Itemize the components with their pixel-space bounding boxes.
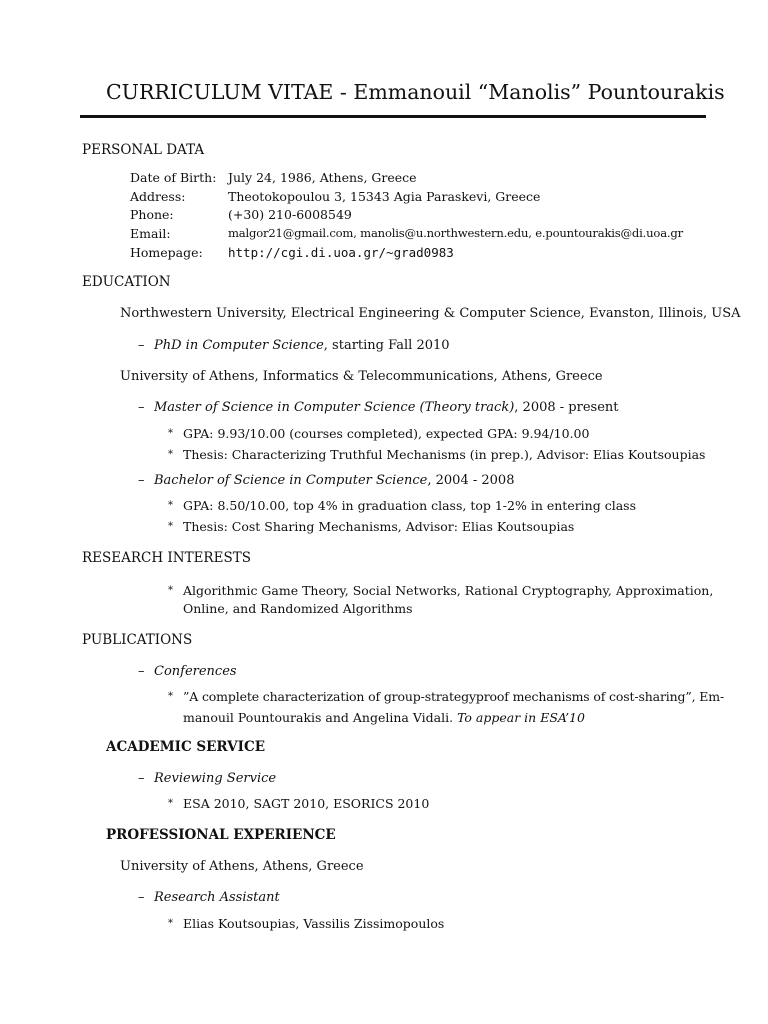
institution-northwestern: Northwestern University, Electrical Engineering & Computer Science, Evanston, Illinois, USA: [120, 306, 741, 321]
section-heading-research-interests: RESEARCH INTERESTS: [82, 550, 251, 566]
bsc-thesis-item: [168, 519, 574, 534]
section-heading-education: EDUCATION: [82, 274, 171, 290]
experience-item-text: Elias Koutsoupias, Vassilis Zissimopoulos: [183, 916, 445, 931]
publication-line2: [183, 710, 585, 725]
bullet-star: *: [168, 449, 173, 460]
service-category-label: Reviewing Service: [154, 771, 277, 786]
value-homepage-link[interactable]: http://cgi.di.uoa.gr/~grad0983: [228, 245, 454, 260]
publication-authors: manouil Pountourakis and Angelina Vidali.: [183, 710, 458, 725]
section-heading-academic-service: ACADEMIC SERVICE: [106, 739, 265, 755]
section-heading-personal-data: PERSONAL DATA: [82, 142, 205, 158]
label-address: Address:: [130, 189, 186, 204]
dash-marker: –: [138, 664, 145, 679]
msc-thesis-text: Thesis: Characterizing Truthful Mechanisms (in prep.), Advisor: Elias Koutsoupias: [183, 447, 706, 462]
value-email[interactable]: malgor21@gmail.com, manolis@u.northwestern.edu, e.pountourakis@di.uoa.gr: [228, 226, 683, 240]
experience-role: [138, 890, 280, 905]
value-date-of-birth: July 24, 1986, Athens, Greece: [228, 170, 417, 185]
research-interests-item: [168, 583, 713, 598]
msc-thesis-item: [168, 447, 705, 462]
label-homepage: Homepage:: [130, 245, 203, 260]
service-item: [168, 796, 429, 811]
degree-phd: [138, 338, 450, 353]
publication-line1: ”A complete characterization of group-strategyproof mechanisms of cost-sharing”, Em-: [183, 689, 725, 704]
research-interests-line1: Algorithmic Game Theory, Social Networks, Rational Cryptography, Approximation,: [183, 583, 714, 598]
bsc-gpa-text: GPA: 8.50/10.00, top 4% in graduation class, top 1-2% in entering class: [183, 498, 636, 513]
bullet-star: *: [168, 691, 173, 702]
degree-phd-title: PhD in Computer Science: [154, 338, 324, 353]
institution-athens: University of Athens, Informatics & Telecommunications, Athens, Greece: [120, 369, 603, 384]
label-date-of-birth: Date of Birth:: [130, 170, 217, 185]
degree-msc: [138, 400, 618, 415]
bullet-star: *: [168, 798, 173, 809]
value-phone: (+30) 210-6008549: [228, 207, 352, 222]
msc-gpa-text: GPA: 9.93/10.00 (courses completed), expected GPA: 9.94/10.00: [183, 426, 590, 441]
publication-item: [168, 689, 724, 704]
bullet-star: *: [168, 521, 173, 532]
dash-marker: –: [138, 473, 145, 488]
experience-role-label: Research Assistant: [154, 890, 280, 905]
label-phone: Phone:: [130, 207, 174, 222]
degree-phd-detail: , starting Fall 2010: [323, 338, 450, 353]
dash-marker: –: [138, 338, 145, 353]
section-heading-professional-experience: PROFESSIONAL EXPERIENCE: [106, 827, 336, 843]
publications-category: [138, 664, 237, 679]
page-title: CURRICULUM VITAE - Emmanouil “Manolis” Pountourakis: [106, 80, 725, 104]
publications-category-label: Conferences: [154, 664, 237, 679]
section-heading-publications: PUBLICATIONS: [82, 632, 193, 648]
msc-gpa-item: [168, 426, 589, 441]
service-item-text: ESA 2010, SAGT 2010, ESORICS 2010: [183, 796, 430, 811]
value-address: Theotokopoulou 3, 15343 Agia Paraskevi, Greece: [228, 189, 541, 204]
bullet-star: *: [168, 918, 173, 929]
degree-bsc-title: Bachelor of Science in Computer Science: [154, 473, 428, 488]
degree-bsc: [138, 473, 514, 488]
experience-item: [168, 916, 444, 931]
title-rule: [80, 115, 706, 118]
bullet-star: *: [168, 500, 173, 511]
bullet-star: *: [168, 428, 173, 439]
service-category: [138, 771, 276, 786]
bsc-gpa-item: [168, 498, 636, 513]
dash-marker: –: [138, 771, 145, 786]
dash-marker: –: [138, 400, 145, 415]
degree-msc-detail: , 2008 - present: [514, 400, 619, 415]
bsc-thesis-text: Thesis: Cost Sharing Mechanisms, Advisor: Elias Koutsoupias: [183, 519, 575, 534]
bullet-star: *: [168, 585, 173, 596]
experience-institution: University of Athens, Athens, Greece: [120, 859, 364, 874]
research-interests-line2: Online, and Randomized Algorithms: [183, 601, 413, 616]
label-email: Email:: [130, 226, 171, 241]
dash-marker: –: [138, 890, 145, 905]
degree-msc-title: Master of Science in Computer Science (Theory track): [154, 400, 515, 415]
degree-bsc-detail: , 2004 - 2008: [427, 473, 515, 488]
publication-venue: To appear in ESA’10: [457, 710, 585, 725]
